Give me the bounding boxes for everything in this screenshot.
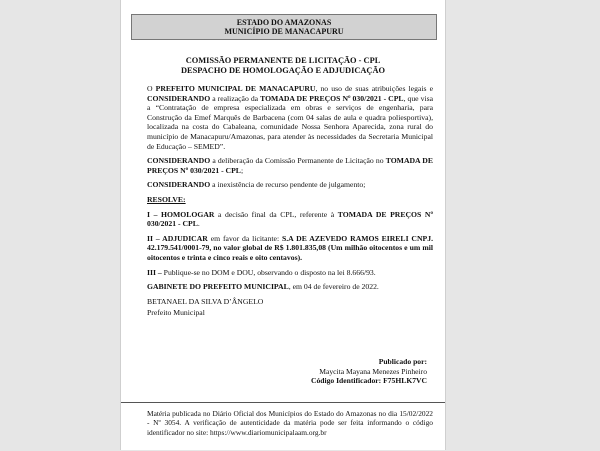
bold-text: TOMADA DE PREÇOS Nº 030/2021 - CPL (147, 156, 433, 175)
paragraph-adjudicar (147, 234, 433, 263)
text: ; (240, 165, 244, 175)
text: a inexistência de recurso pendente de julgamento; (210, 180, 366, 190)
document-page (120, 0, 446, 450)
subheading-commission: COMISSÃO PERMANENTE DE LICITAÇÃO - CPL (185, 56, 381, 65)
header-state: ESTADO DO AMAZONAS (236, 18, 332, 27)
header-municipality: MUNICÍPIO DE MANACAPURU (224, 27, 344, 36)
footer-text: Matéria publicada no Diário Oficial dos Municípios do Estado do Amazonas no dia 15/02/2022 - Nº 3054. A verificação de autenticidade da matéria pode ser feita informando o código identificador no site: https://www.diariomunicipalaam.org.br (147, 409, 433, 437)
bold-text: GABINETE DO PREFEITO MUNICIPAL (147, 282, 289, 292)
document-body (147, 84, 433, 323)
signature-role: Prefeito Municipal (147, 308, 205, 318)
text: Publique-se no DOM e DOU, observando o disposto na lei 8.666/93. (161, 267, 376, 277)
publisher-name: Maycita Mayana Menezes Pinheiro (319, 366, 427, 376)
paragraph-considerando-1 (147, 156, 433, 175)
document-subheading (131, 56, 435, 76)
bold-text: III – (147, 267, 162, 277)
text: , em 04 de fevereiro de 2022. (288, 282, 379, 292)
bold-text: TOMADA DE PREÇOS Nº 030/2021 - CPL (260, 93, 404, 103)
bold-text: PREFEITO MUNICIPAL DE MANACAPURU (155, 84, 316, 93)
paragraph-resolve (147, 195, 433, 205)
text: O (147, 84, 156, 93)
paragraph-considerando-2 (147, 180, 433, 190)
bold-text: CONSIDERANDO (147, 156, 211, 166)
text: em favor da licitante: (207, 233, 282, 243)
text: a realização da (210, 93, 261, 103)
published-by-label: Publicado por: (378, 357, 427, 366)
text: a deliberação da Comissão Permanente de Licitação no (210, 156, 386, 166)
bold-text: I – HOMOLOGAR (147, 209, 215, 219)
paragraph-publique (147, 268, 433, 278)
resolve-heading: RESOLVE: (147, 194, 186, 204)
signature-name: BETANAEL DA SILVA D’ÂNGELO (147, 296, 264, 306)
subheading-title: DESPACHO DE HOMOLOGAÇÃO E ADJUDICAÇÃO (180, 66, 386, 75)
text: , que visa a “Contratação de empresa especializada em obras e serviços de engenharia, para Construção da Emef Marquês de Barbacena (com 04 salas de aula e quadra poliesportiva), localizada na costa do Cabaleana, comunidade Nossa Senhora Aparecida, zona rural do município de Manacapuru/Amazonas, para atender às necessidades da Secretaria Municipal de Educação – SEMED”. (147, 93, 433, 151)
text: , no uso de suas atribuições legais e (315, 84, 433, 93)
text: . (197, 219, 200, 229)
publication-info (301, 357, 427, 386)
document-header (131, 14, 437, 40)
paragraph-intro (147, 84, 433, 151)
document-footer (121, 402, 445, 451)
bold-text: CONSIDERANDO (147, 180, 211, 190)
paragraph-homologar (147, 210, 433, 229)
paragraph-gabinete (147, 282, 433, 292)
text: a decisão final da CPL, referente à (214, 209, 338, 219)
bold-text: CONSIDERANDO (147, 93, 211, 103)
identifier-code: Código Identificador: F75HLK7VC (310, 376, 427, 386)
bold-text: II – ADJUDICAR (147, 233, 208, 243)
bold-text: TOMADA DE PREÇOS Nº 030/2021 - CPL (147, 209, 433, 229)
bold-text: S.A DE AZEVEDO RAMOS EIRELI CNPJ. 42.179.541/0001-79, no valor global de R$ 1.801.835,08 (Um milhão oitocentos e um mil oitocentos e trinta e cinco reais e oito centavos). (147, 233, 433, 262)
